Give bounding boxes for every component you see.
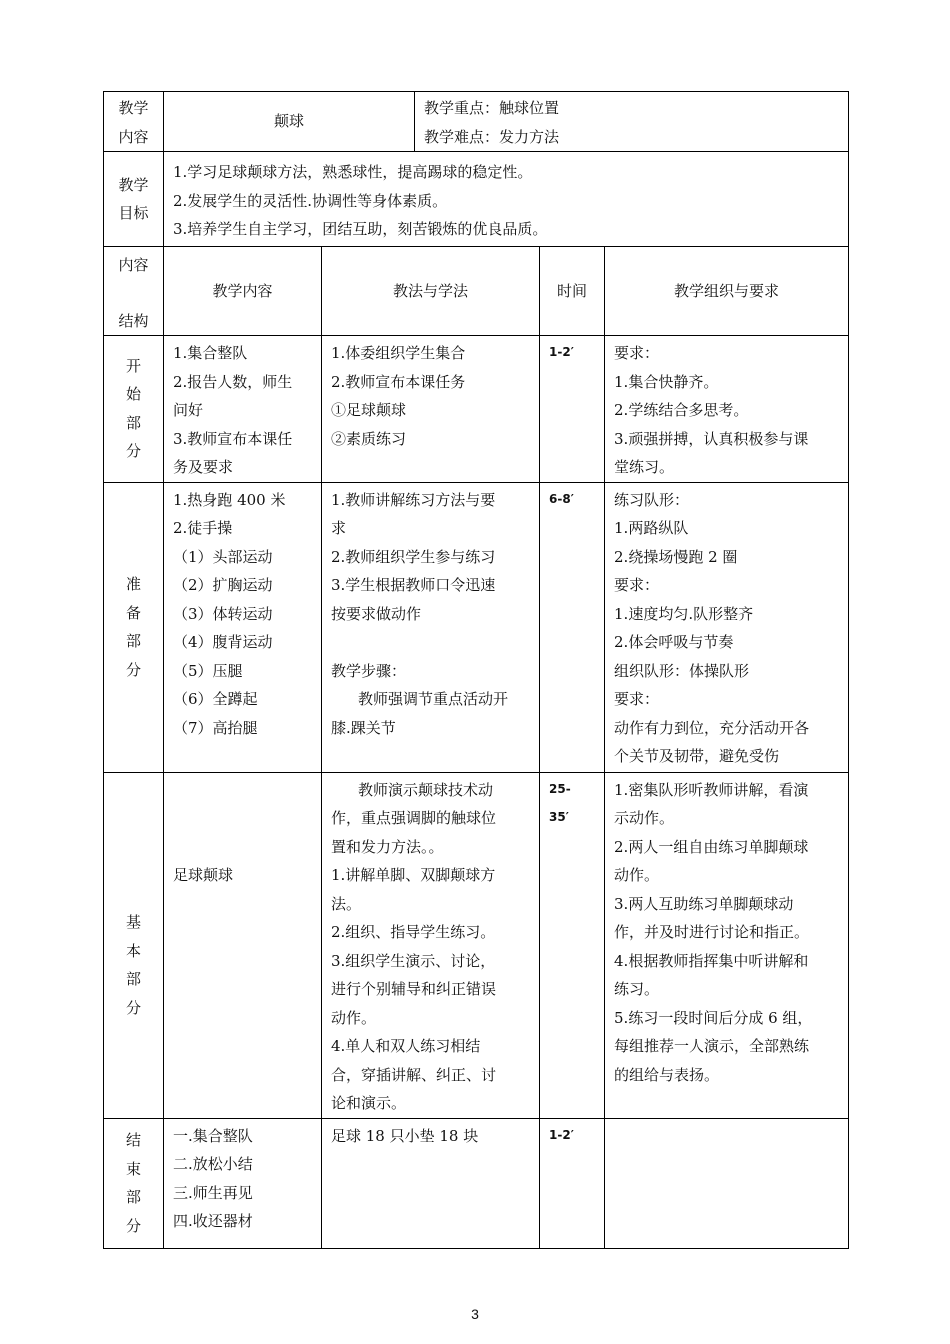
section-org-cell [605, 1118, 849, 1248]
header-row [104, 247, 849, 336]
section-org-cell: 练习队形： 1.两路纵队 2.绕操场慢跑 2 圈 要求： 1.速度均匀.队形整齐 2.体会呼吸与节奏 组织队形：体操队形 要求： 动作有力到位，充分活动开各 个关节及韧带，避免受伤 [605, 482, 849, 772]
section-title: 开 始 部 分 [125, 356, 141, 461]
section-end-row [104, 1118, 849, 1248]
section-time-cell: 25- 35′ [540, 772, 605, 1118]
section-basic-row [104, 772, 849, 1118]
section-time-cell: 6-8′ [540, 482, 605, 772]
section-method-cell: 1.体委组织学生集合 2.教师宣布本课任务 ①足球颠球 ②素质练习 [322, 336, 540, 483]
content-header: 教学内容 [164, 247, 322, 336]
content-label-cell [104, 92, 164, 152]
topic: 颠球 [274, 112, 305, 131]
structure-header-cell [104, 247, 164, 336]
goals-label: 教学 目标 [118, 175, 149, 222]
section-method-cell: 足球 18 只小垫 18 块 [322, 1118, 540, 1248]
section-prep-row [104, 482, 849, 772]
goal-item: 2.发展学生的灵活性.协调性等身体素质。 [173, 191, 448, 210]
org-header: 教学组织与要求 [605, 247, 849, 336]
goal-item: 1.学习足球颠球方法，熟悉球性，提高踢球的稳定性。 [173, 163, 533, 181]
section-time-cell: 1-2′ [540, 336, 605, 483]
section-org-cell: 要求： 1.集合快静齐。 2.学练结合多思考。 3.顽强拼搏，认真积极参与课 堂练习。 [605, 336, 849, 483]
topic-cell [164, 92, 415, 152]
section-org-cell: 1.密集队形听教师讲解，看演 示动作。 2.两人一组自由练习单脚颠球 动作。 3.两人互助练习单脚颠球动 作，并及时进行讨论和指正。 4.根据教师指挥集中听讲解和 练习。 5.练习一段时间后分成 6 组， 每组推荐一人演示，全部熟练 的组给与表扬。 [605, 772, 849, 1118]
section-content-cell: 1.集合整队 2.报告人数，师生 问好 3.教师宣布本课任 务及要求 [164, 336, 322, 483]
key-point: 教学重点：触球位置 [424, 99, 560, 117]
section-title: 准 备 部 分 [125, 575, 141, 679]
section-title-cell [104, 336, 164, 483]
section-title: 结 束 部 分 [125, 1131, 141, 1235]
section-content-cell: 1.热身跑 400 米 2.徒手操 （1）头部运动 （2）扩胸运动 （3）体转运动 （4）腹背运动 （5）压腿 （6）全蹲起 （7）高抬腿 [164, 482, 322, 772]
section-title: 基 本 部 分 [125, 913, 141, 1017]
section-title-cell [104, 482, 164, 772]
content-row [104, 92, 849, 152]
goals-cell [164, 152, 849, 247]
page-number: 3 [471, 1306, 479, 1322]
difficulty: 教学难点：发力方法 [424, 127, 560, 146]
section-method-cell: 教师演示颠球技术动 作，重点强调脚的触球位 置和发力方法。。 1.讲解单脚、双脚颠球方 法。 2.组织、指导学生练习。 3.组织学生演示、讨论， 进行个别辅导和纠正错误 动作。 4.单人和双人练习相结 合，穿插讲解、纠正、讨 论和演示。 [322, 772, 540, 1118]
structure-header: 内容 结构 [118, 256, 149, 330]
content-label: 教学 内容 [118, 99, 149, 146]
section-start-row [104, 336, 849, 483]
goals-label-cell [104, 152, 164, 247]
time-header: 时间 [540, 247, 605, 336]
key-points-cell [415, 92, 849, 152]
section-title-cell [104, 1118, 164, 1248]
section-method-cell: 1.教师讲解练习方法与要 求 2.教师组织学生参与练习 3.学生根据教师口令迅速 按要求做动作 教学步骤： 教师强调节重点活动开 膝.踝关节 [322, 482, 540, 772]
section-time-cell: 1-2′ [540, 1118, 605, 1248]
lesson-plan-table [103, 91, 849, 1249]
method-header: 教法与学法 [322, 247, 540, 336]
section-content-cell: 足球颠球 [164, 772, 322, 1118]
goal-item: 3.培养学生自主学习，团结互助，刻苦锻炼的优良品质。 [173, 220, 548, 238]
section-content-cell: 一.集合整队 二.放松小结 三.师生再见 四.收还器材 [164, 1118, 322, 1248]
goals-row [104, 152, 849, 247]
section-title-cell [104, 772, 164, 1118]
